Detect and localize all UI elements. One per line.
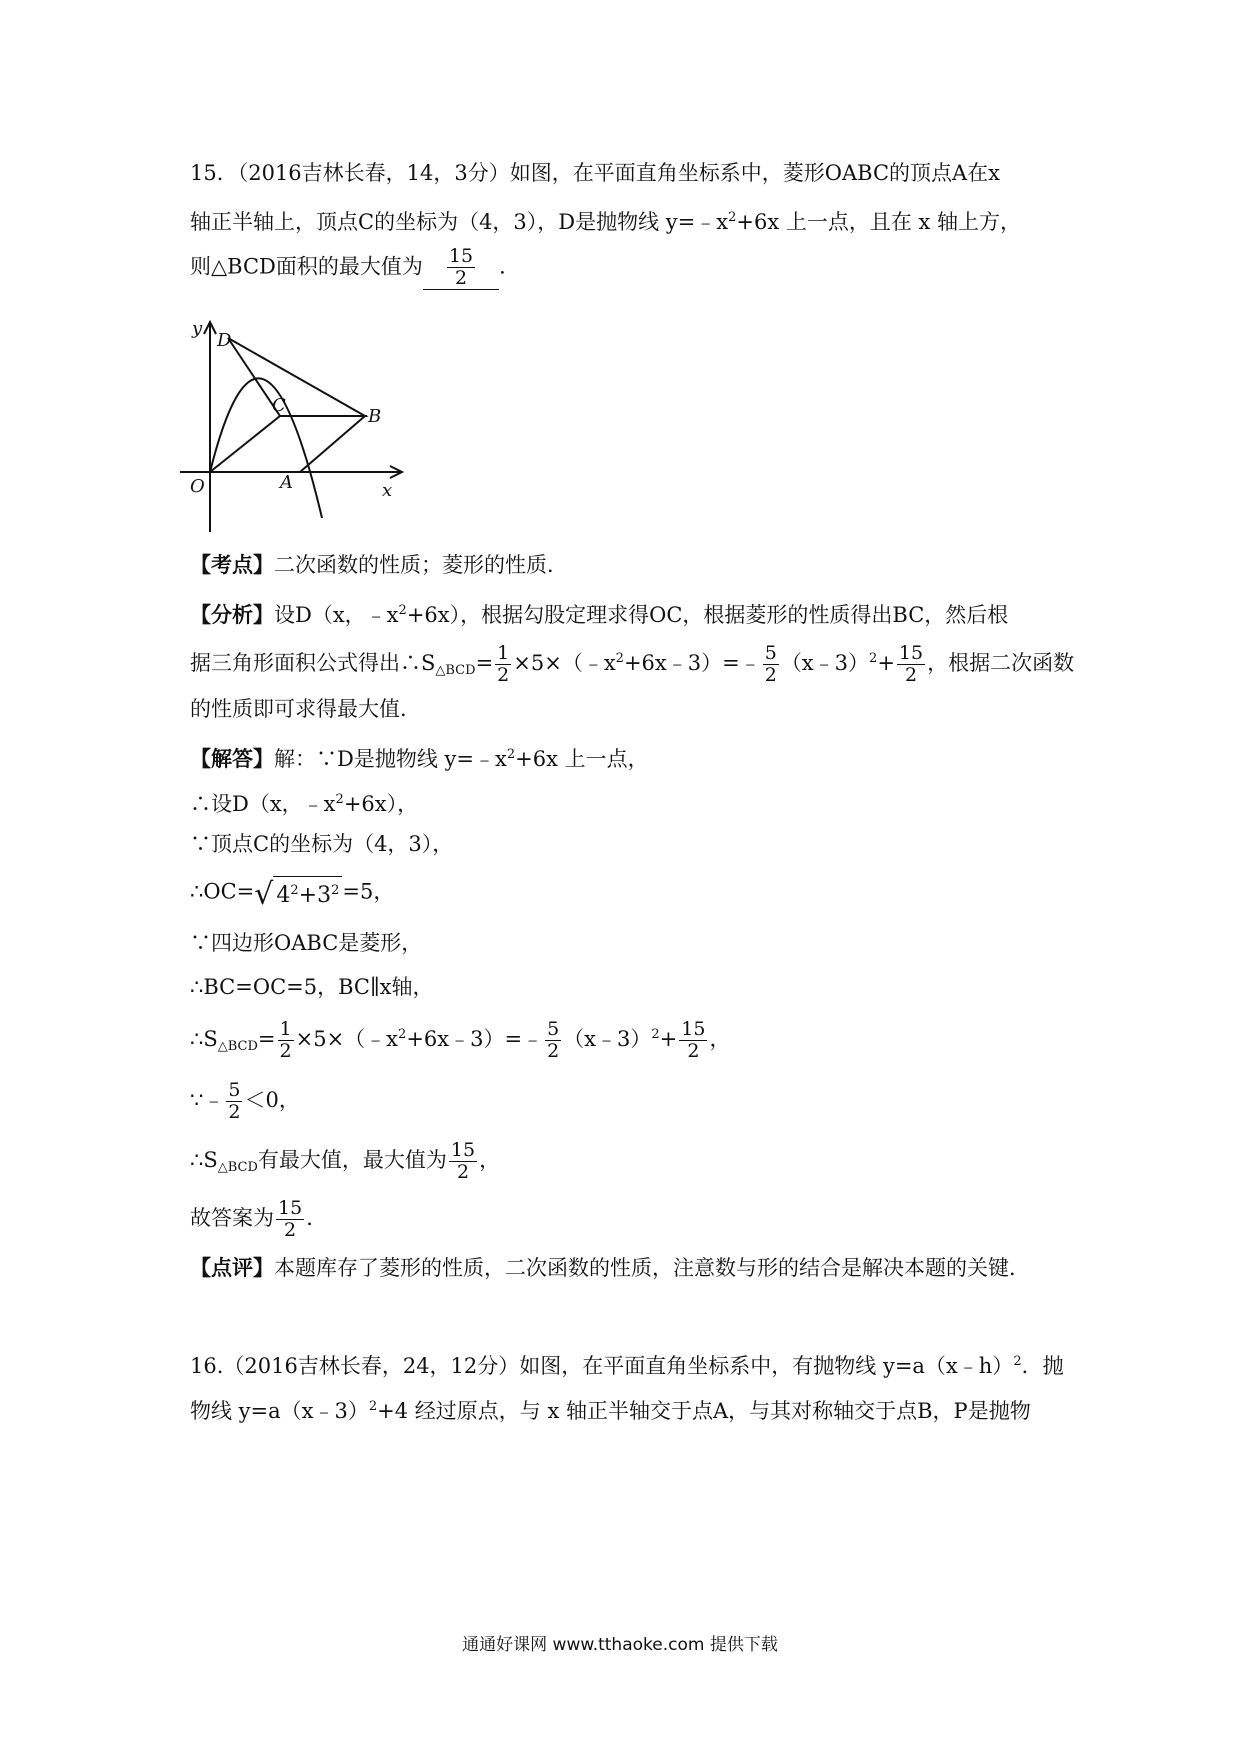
point-c-label: C xyxy=(272,395,286,416)
jieda-step-7: $\therefore S_{\triangle BCD}=$ $\frac{1}{2}$ $\times 5\times(﹣x^2+6x﹣3)=﹣$ $\frac{5}{2}$ （x﹣3）$^2$+ $\frac{15}{2}$ ， xyxy=(190,1018,731,1062)
parabola-curve xyxy=(210,378,322,518)
fenxi-line-1: 【分析】设D（x，$﹣x^2+6x$），根据勾股定理求得OC，根据菱形的性质得出BC，然后根 xyxy=(190,602,1009,627)
point-o-label: O xyxy=(190,476,205,497)
q15-line-1: 15．（2016吉林长春，14，3分）如图，在平面直角坐标系中，菱形OABC的顶点A在x xyxy=(190,161,1001,185)
q16-line-2: 物线 y=a（x﹣3）$^2$+4 经过原点，与 x 轴正半轴交于点A，与其对称轴交于点B，P是抛物 xyxy=(190,1399,1031,1423)
jieda-step-8: ∵﹣ $\frac{5}{2}$ ＜0， xyxy=(190,1079,300,1123)
jieda-step-5: ∵四边形OABC是菱形， xyxy=(190,931,423,955)
jieda-step-4: ∴OC= √ $4^2+3^2$ =5， xyxy=(190,877,395,912)
fenxi-line-2: 据三角形面积公式得出$\therefore S_{\triangle BCD}=$ $\frac{1}{2}$ $\times 5\times(﹣x^2+6x﹣3)=﹣$ $\frac{5}{2}$ （x﹣3）$^2$+ $\frac{15}{2}$ ，根据二次函数 xyxy=(190,642,1075,686)
point-b-label: B xyxy=(368,406,382,427)
q16-line-1: 16.（2016吉林长春，24，12分）如图，在平面直角坐标系中，有抛物线 y=a（x﹣h）$^2$．抛 xyxy=(190,1354,1064,1378)
jieda-step-2: ∴设D（x，$﹣x^2+6x$）， xyxy=(190,792,419,816)
point-d-label: D xyxy=(217,330,232,351)
answer-blank: $\frac{15}{2}$ xyxy=(423,246,499,290)
jieda-step-9: $\therefore S_{\triangle BCD}$有最大值，最大值为 $\frac{15}{2}$ ， xyxy=(190,1139,501,1183)
dianping-line: 【点评】本题库存了菱形的性质，二次函数的性质，注意数与形的结合是解决本题的关键． xyxy=(190,1255,1030,1280)
triangle-bcd xyxy=(228,338,365,416)
rhombus-oabc xyxy=(210,416,365,472)
rhombus-parabola-figure xyxy=(180,318,420,540)
q15-line-3: 则△BCD面积的最大值为 $\frac{15}{2}$ ． xyxy=(190,245,521,289)
fenxi-line-3: 的性质即可求得最大值． xyxy=(190,697,421,721)
kaodian-line: 【考点】二次函数的性质；菱形的性质． xyxy=(190,552,568,577)
jieda-step-10: 故答案为 $\frac{15}{2}$ ． xyxy=(190,1197,328,1241)
point-a-label: A xyxy=(280,472,293,493)
q15-line-2: 轴正半轴上，顶点C的坐标为（4，3），D是抛物线 $y=﹣x^2+6x$ 上一点，且在 x 轴上方， xyxy=(190,210,1022,234)
jieda-step-3: ∵顶点C的坐标为（4，3）， xyxy=(190,832,454,856)
square-root: √ $4^2+3^2$ xyxy=(254,876,342,910)
page-footer: 通通好课网 www.tthaoke.com 提供下载 xyxy=(462,1635,778,1655)
jieda-step-6: ∴BC=OC=5，BC∥x轴， xyxy=(190,975,434,999)
jieda-step-1: 【解答】解：∵D是抛物线 $y=﹣x^2+6x$ 上一点， xyxy=(190,746,649,771)
x-axis-label: x xyxy=(382,480,393,501)
y-axis-label: y xyxy=(192,318,203,339)
